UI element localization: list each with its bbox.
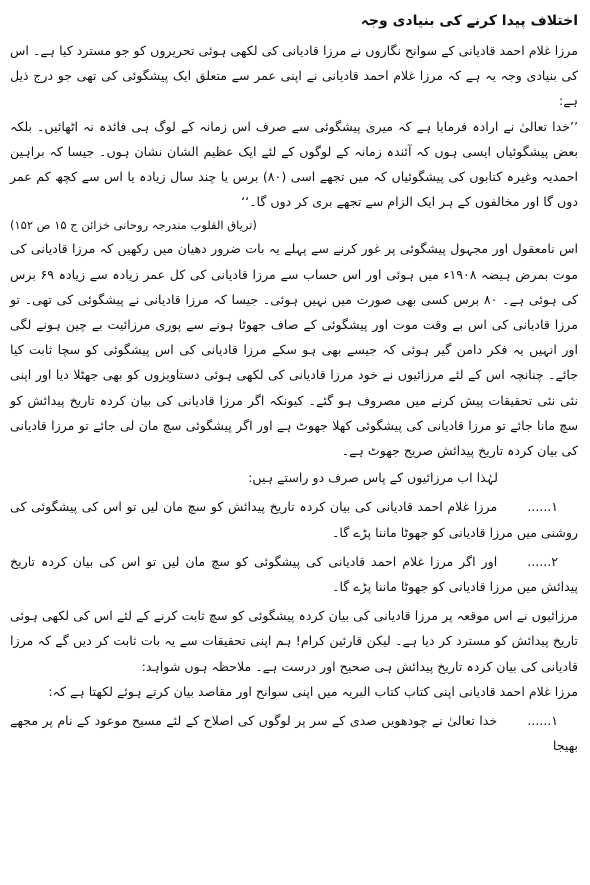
quote-reference: (تریاق القلوب مندرجہ روحانی خزائن ج ۱۵ ص ۱۵۲)	[10, 218, 257, 233]
option-one-number: ۱......	[527, 499, 558, 515]
book-point-one-number: ۱......	[527, 713, 558, 729]
book-point-one-text: خدا تعالیٰ نے چودھویں صدی کے سر پر لوگوں کی اصلاح کے لئے مسیح موعود کے نام پر مجھے بھیجا	[10, 713, 578, 754]
intro-paragraph: مرزا غلام احمد قادیانی کے سوانح نگاروں نے مرزا قادیانی کی لکھی ہوئی تحریروں کو جو مسترد کیا ہے۔ اس کی بنیادی وجہ یہ ہے کہ مرزا غلام احمد قادیانی نے اپنی عمر سے متعلق ایک پیشگوئی کی تھی جو درج ذیل ہے:	[10, 43, 578, 109]
prophecy-quote: ’’خدا تعالیٰ نے ارادہ فرمایا ہے کہ میری پیشگوئی سے صرف اس زمانہ کے لوگ ہی فائدہ نہ اٹھائیں۔ بلکہ بعض پیشگوئیاں ایسی ہوں کہ آئندہ زمانہ کے لوگوں کے لئے ایک عظیم الشان نشان ہوں۔ جیسا کہ براہین احمدیہ وغیرہ کتابوں کی پیشگوئیاں کہ میں تجھے اسی (۸۰) برس یا چند سال زیادہ یا اس سے کچھ کم عمر دوں گا اور مخالفوں کے ہر ایک الزام سے تجھے بری کر دوں گا۔‘‘	[10, 118, 578, 210]
option-one	[10, 494, 578, 544]
two-options-intro: لہٰذا اب مرزائیوں کے پاس صرف دو راستے ہیں:	[248, 470, 498, 486]
option-two	[10, 549, 578, 599]
book-point-one	[10, 708, 578, 758]
page-heading: اختلاف پیدا کرنے کی بنیادی وجہ	[360, 13, 578, 29]
option-two-number: ۲......	[527, 553, 558, 569]
analysis-paragraph: اس نامعقول اور مجہول پیشگوئی پر غور کرنے سے پہلے یہ بات ضرور دھیان میں رکھیں کہ مرزا قادیانی کی موت بمرض ہیضہ ۱۹۰۸ء میں ہوئی اور اس حساب سے مرزا قادیانی کی کل عمر زیادہ سے زیادہ ۶۹ برس کی ہوئی ہے۔ ۸۰ برس کسی بھی صورت میں نہیں ہوئی۔ جیسا کہ مرزا قادیانی نے پیشگوئی کی تھی۔ تو مرزا قادیانی کی اس بے وقت موت اور پیشگوئی کے صاف جھوٹا ہونے سے پوری مرزائیت بے چین ہونے لگی اور انہیں یہ فکر دامن گیر ہوئی کہ جیسے بھی ہو سکے مرزا قادیانی کی اس پیشگوئی کو سچا ثابت کیا جائے۔ چنانچہ اس کے لئے مرزائیوں نے خود مرزا قادیانی کی لکھی ہوئی دستاویزوں کو بھی جھٹلا دیا اور اپنی نئی نئی تحقیقات پیش کرنے میں مصروف ہو گئے۔ کیونکہ اگر مرزا قادیانی کی بیان کردہ تاریخ پیدائش کو سچ مانا جائے تو مرزا قادیانی کی پیشگوئی کھلا جھوٹ ہے اور اگر پیشگوئی سچ مان لی جائے تو مرزا قادیانی کی بیان کردہ تاریخ پیدائش صریح جھوٹ ہے۔	[10, 241, 579, 459]
option-one-text: مرزا غلام احمد قادیانی کی بیان کردہ تاریخ پیدائش کو سچ مان لیں تو اس کی پیشگوئی کی روشنی میں مرزا قادیانی کو جھوٹا ماننا پڑے گا۔	[10, 499, 578, 540]
option-two-text: اور اگر مرزا غلام احمد قادیانی کی پیشگوئی کو سچ مان لیں تو اس کی بیان کردہ تاریخ پیدائش میں مرزا قادیانی کو جھوٹا ماننا پڑے گا۔	[10, 553, 578, 595]
book-intro-paragraph: مرزا غلام احمد قادیانی اپنی کتاب کتاب البریہ میں اپنی سوانح اور مقاصد بیان کرتے ہوئے لکھتا ہے کہ:	[48, 683, 578, 699]
rejection-paragraph: مرزائیوں نے اس موقعہ پر مرزا قادیانی کی بیان کردہ پیشگوئی کو سچ ثابت کرنے کے لئے اس کی لکھی ہوئی تاریخ پیدائش کو مسترد کر دیا ہے۔ لیکن قارئین کرام! ہم اپنی تحقیقات سے یہ بات ثابت کر دیں گے کہ مرزا قادیانی کی بیان کردہ تاریخ پیدائش ہی صحیح اور درست ہے۔ ملاحظہ ہوں شواہد:	[10, 608, 578, 674]
